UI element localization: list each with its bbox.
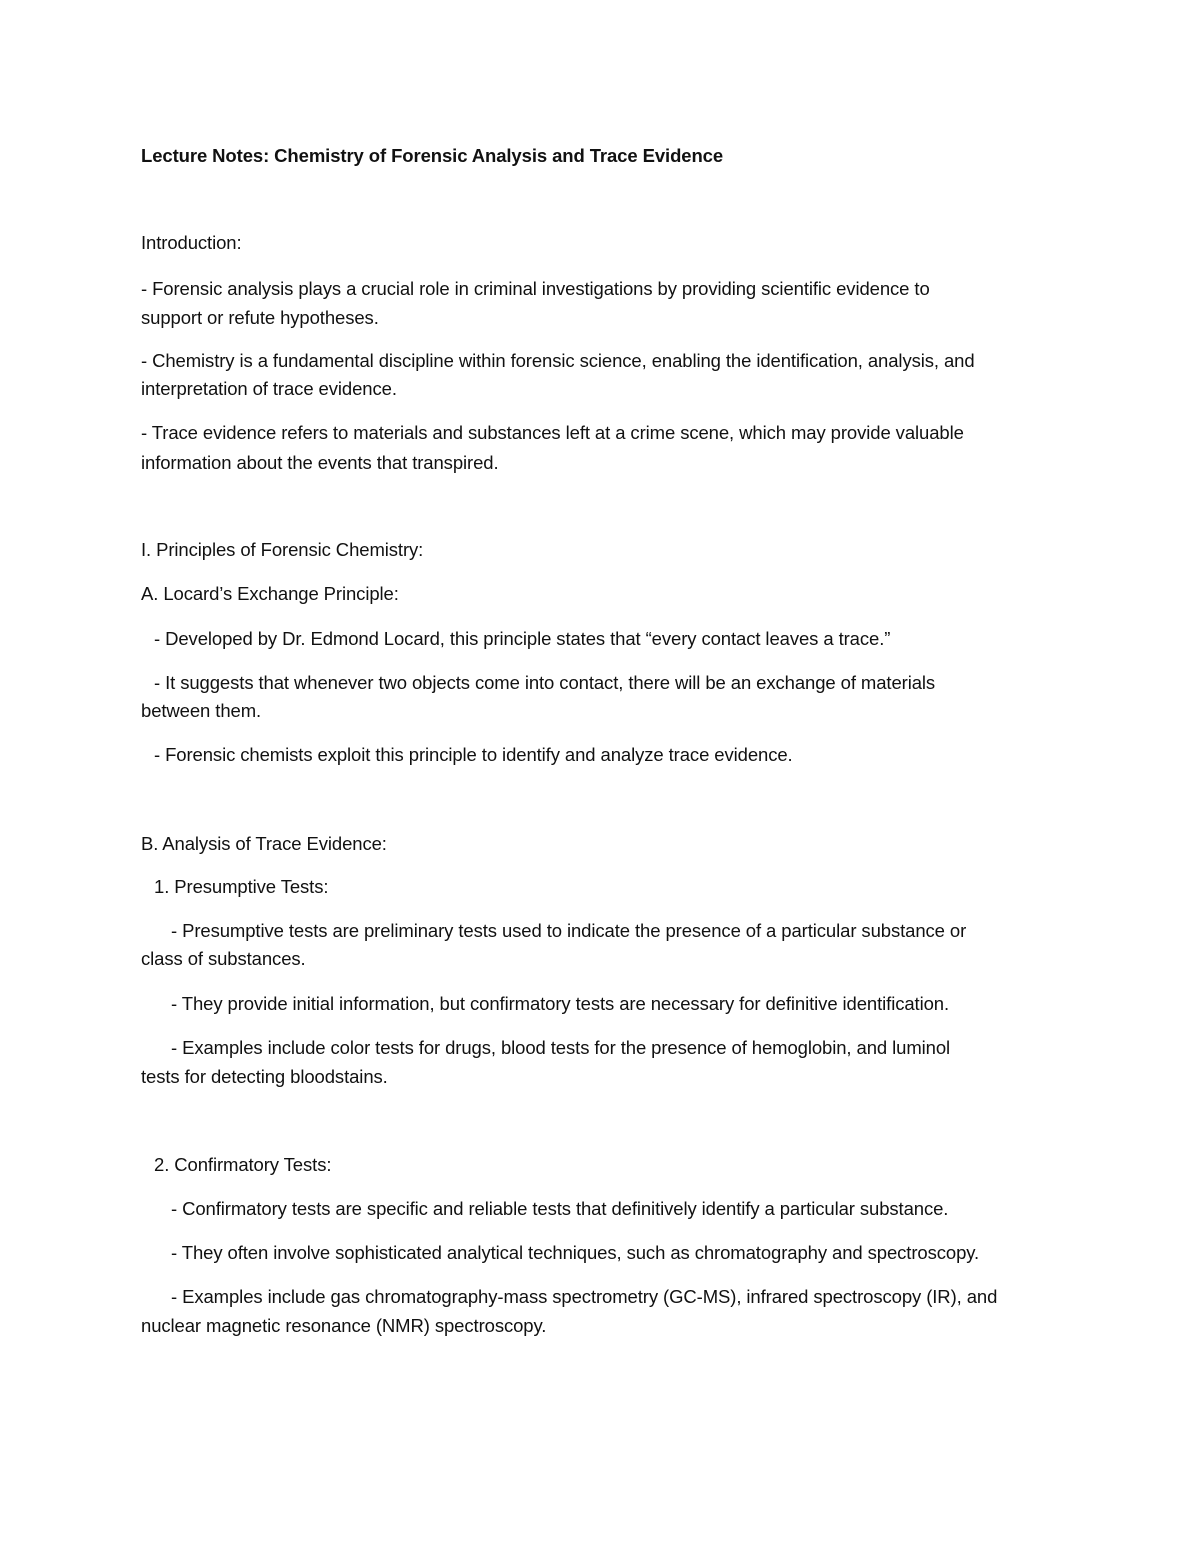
intro-item-2-line-2: interpretation of trace evidence. — [141, 378, 397, 399]
introduction-heading: Introduction: — [141, 232, 242, 253]
presumptive-item-1-line-2: class of substances. — [141, 948, 306, 969]
presumptive-heading: 1. Presumptive Tests: — [154, 876, 329, 897]
confirmatory-item-2: - They often involve sophisticated analytical techniques, such as chromatography and spectroscopy. — [171, 1242, 980, 1263]
locard-item-2-line-2: between them. — [141, 700, 262, 721]
section-1-heading: I. Principles of Forensic Chemistry: — [141, 539, 424, 560]
confirmatory-item-3-line-1: - Examples include gas chromatography-mass spectrometry (GC-MS), infrared spectroscopy (IR), and — [171, 1286, 998, 1307]
intro-item-1-line-2: support or refute hypotheses. — [141, 307, 379, 328]
locard-item-2-line-1: - It suggests that whenever two objects come into contact, there will be an exchange of materials — [154, 672, 936, 693]
subsection-a-heading: A. Locard’s Exchange Principle: — [141, 583, 399, 604]
locard-item-3: - Forensic chemists exploit this principle to identify and analyze trace evidence. — [154, 744, 793, 765]
presumptive-item-3-line-2: tests for detecting bloodstains. — [141, 1066, 388, 1087]
confirmatory-heading: 2. Confirmatory Tests: — [154, 1154, 332, 1175]
intro-item-2-line-1: - Chemistry is a fundamental discipline within forensic science, enabling the identification, analysis, and — [141, 350, 975, 371]
presumptive-item-3-line-1: - Examples include color tests for drugs, blood tests for the presence of hemoglobin, and luminol — [171, 1037, 951, 1058]
intro-item-3-line-1: - Trace evidence refers to materials and substances left at a crime scene, which may provide valuable — [141, 422, 964, 443]
subsection-b-heading: B. Analysis of Trace Evidence: — [141, 833, 387, 854]
document-title: Lecture Notes: Chemistry of Forensic Analysis and Trace Evidence — [141, 145, 724, 166]
presumptive-item-2: - They provide initial information, but confirmatory tests are necessary for definitive identification. — [171, 993, 950, 1014]
intro-item-1-line-1: - Forensic analysis plays a crucial role in criminal investigations by providing scientific evidence to — [141, 278, 930, 299]
presumptive-item-1-line-1: - Presumptive tests are preliminary tests used to indicate the presence of a particular substance or — [171, 920, 967, 941]
confirmatory-item-3-line-2: nuclear magnetic resonance (NMR) spectroscopy. — [141, 1315, 547, 1336]
locard-item-1: - Developed by Dr. Edmond Locard, this principle states that “every contact leaves a trace.” — [154, 628, 891, 649]
intro-item-3-line-2: information about the events that transpired. — [141, 452, 499, 473]
confirmatory-item-1: - Confirmatory tests are specific and reliable tests that definitively identify a particular substance. — [171, 1198, 949, 1219]
